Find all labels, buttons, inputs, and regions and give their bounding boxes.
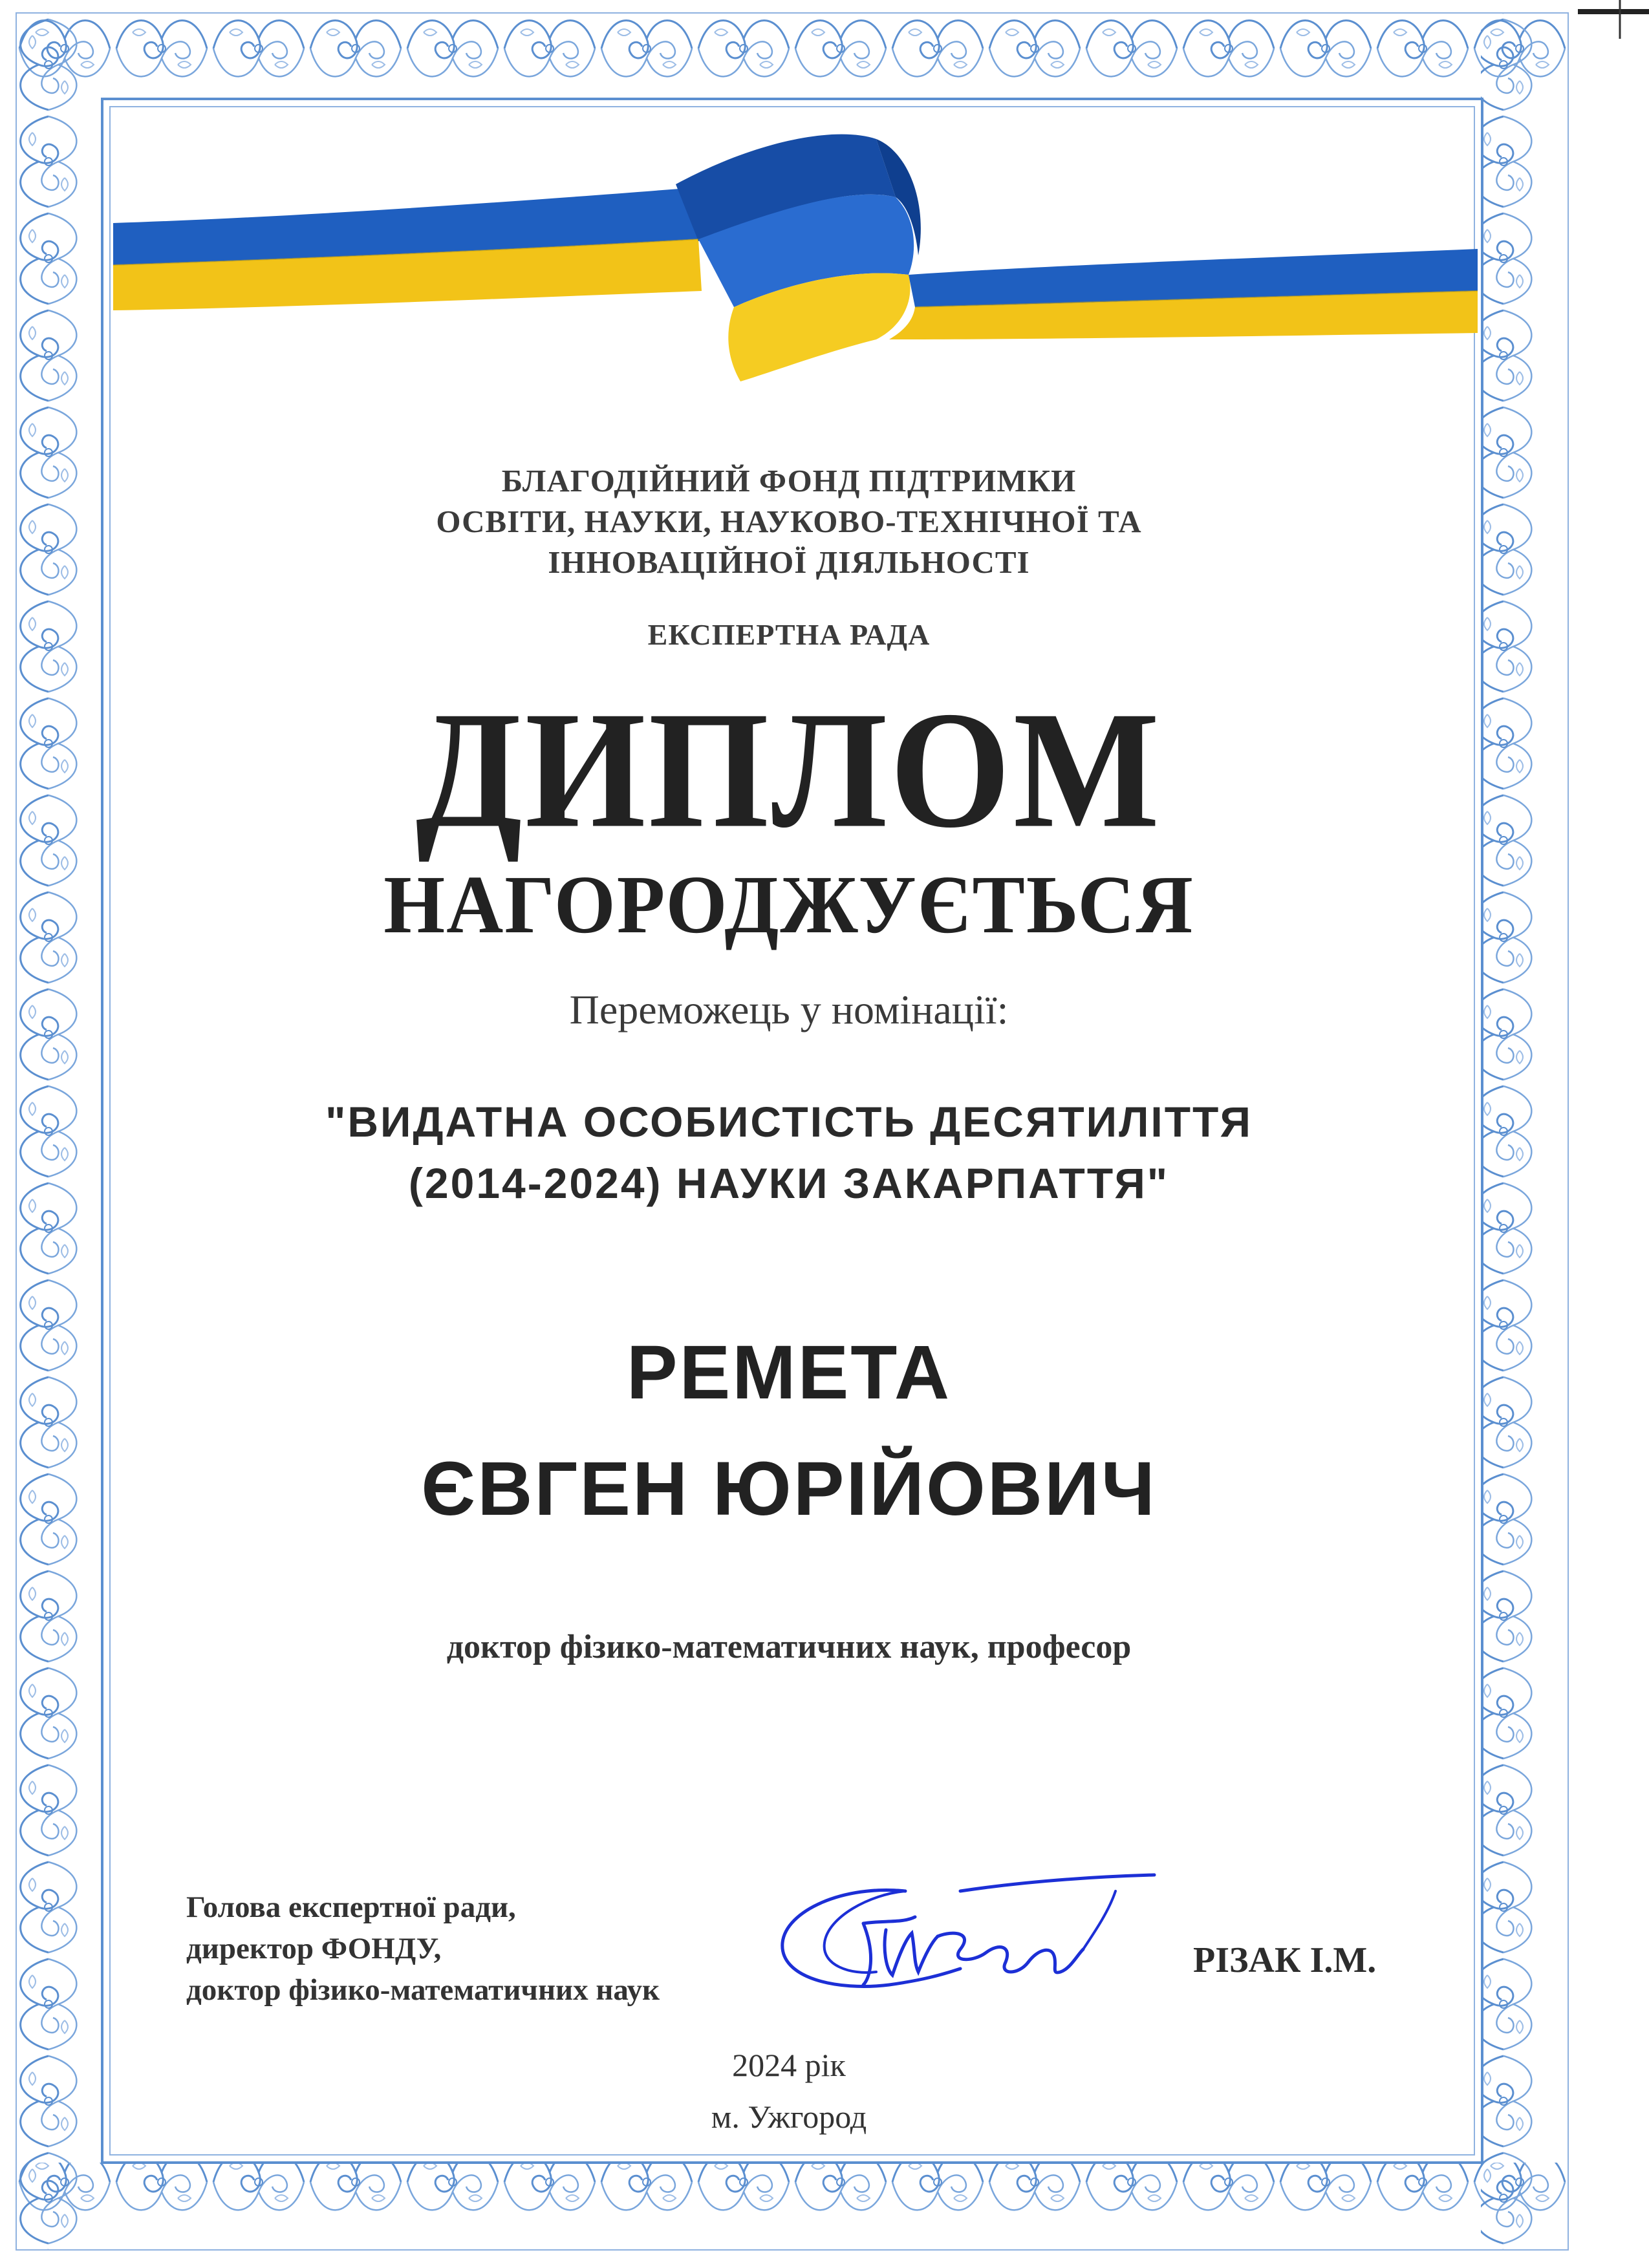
nomination-line-2: (2014-2024) НАУКИ ЗАКАРПАТТЯ" <box>408 1159 1170 1207</box>
diploma-title: ДИПЛОМ <box>415 676 1163 862</box>
foundation-line-1: БЛАГОДІЙНИЙ ФОНД ПІДТРИМКИ <box>501 463 1077 498</box>
nomination-line-1: "ВИДАТНА ОСОБИСТІСТЬ ДЕСЯТИЛІТТЯ <box>325 1098 1253 1146</box>
foundation-line-2: ОСВІТИ, НАУКИ, НАУКОВО-ТЕХНІЧНОЇ ТА <box>436 504 1142 539</box>
issue-year: 2024 рік <box>732 2047 846 2083</box>
nomination-intro: Переможець у номінації: <box>569 987 1009 1032</box>
signer-title-2: директор ФОНДУ, <box>186 1932 442 1965</box>
foundation-name <box>129 460 1449 583</box>
recipient-surname: РЕМЕТА <box>626 1330 952 1415</box>
signature-icon <box>766 1865 1161 2014</box>
awarded-heading: НАГОРОДЖУЄТЬСЯ <box>383 859 1194 951</box>
recipient-degree: доктор фізико-математичних наук, професор <box>446 1629 1132 1665</box>
ukrainian-flag-ribbon-icon <box>113 126 1478 398</box>
expert-council: ЕКСПЕРТНА РАДА <box>647 618 931 651</box>
foundation-line-3: ІННОВАЦІЙНОЇ ДІЯЛЬНОСТІ <box>548 544 1030 580</box>
signer-name: РІЗАК І.М. <box>1193 1940 1377 1980</box>
signer-title-3: доктор фізико-математичних наук <box>186 1973 660 2007</box>
nomination-title <box>129 1091 1449 1214</box>
issue-city: м. Ужгород <box>711 2099 867 2135</box>
signer-titles <box>186 1887 660 2011</box>
signer-title-1: Голова експертної ради, <box>186 1890 516 1924</box>
recipient-given-names: ЄВГЕН ЮРІЙОВИЧ <box>421 1446 1157 1532</box>
